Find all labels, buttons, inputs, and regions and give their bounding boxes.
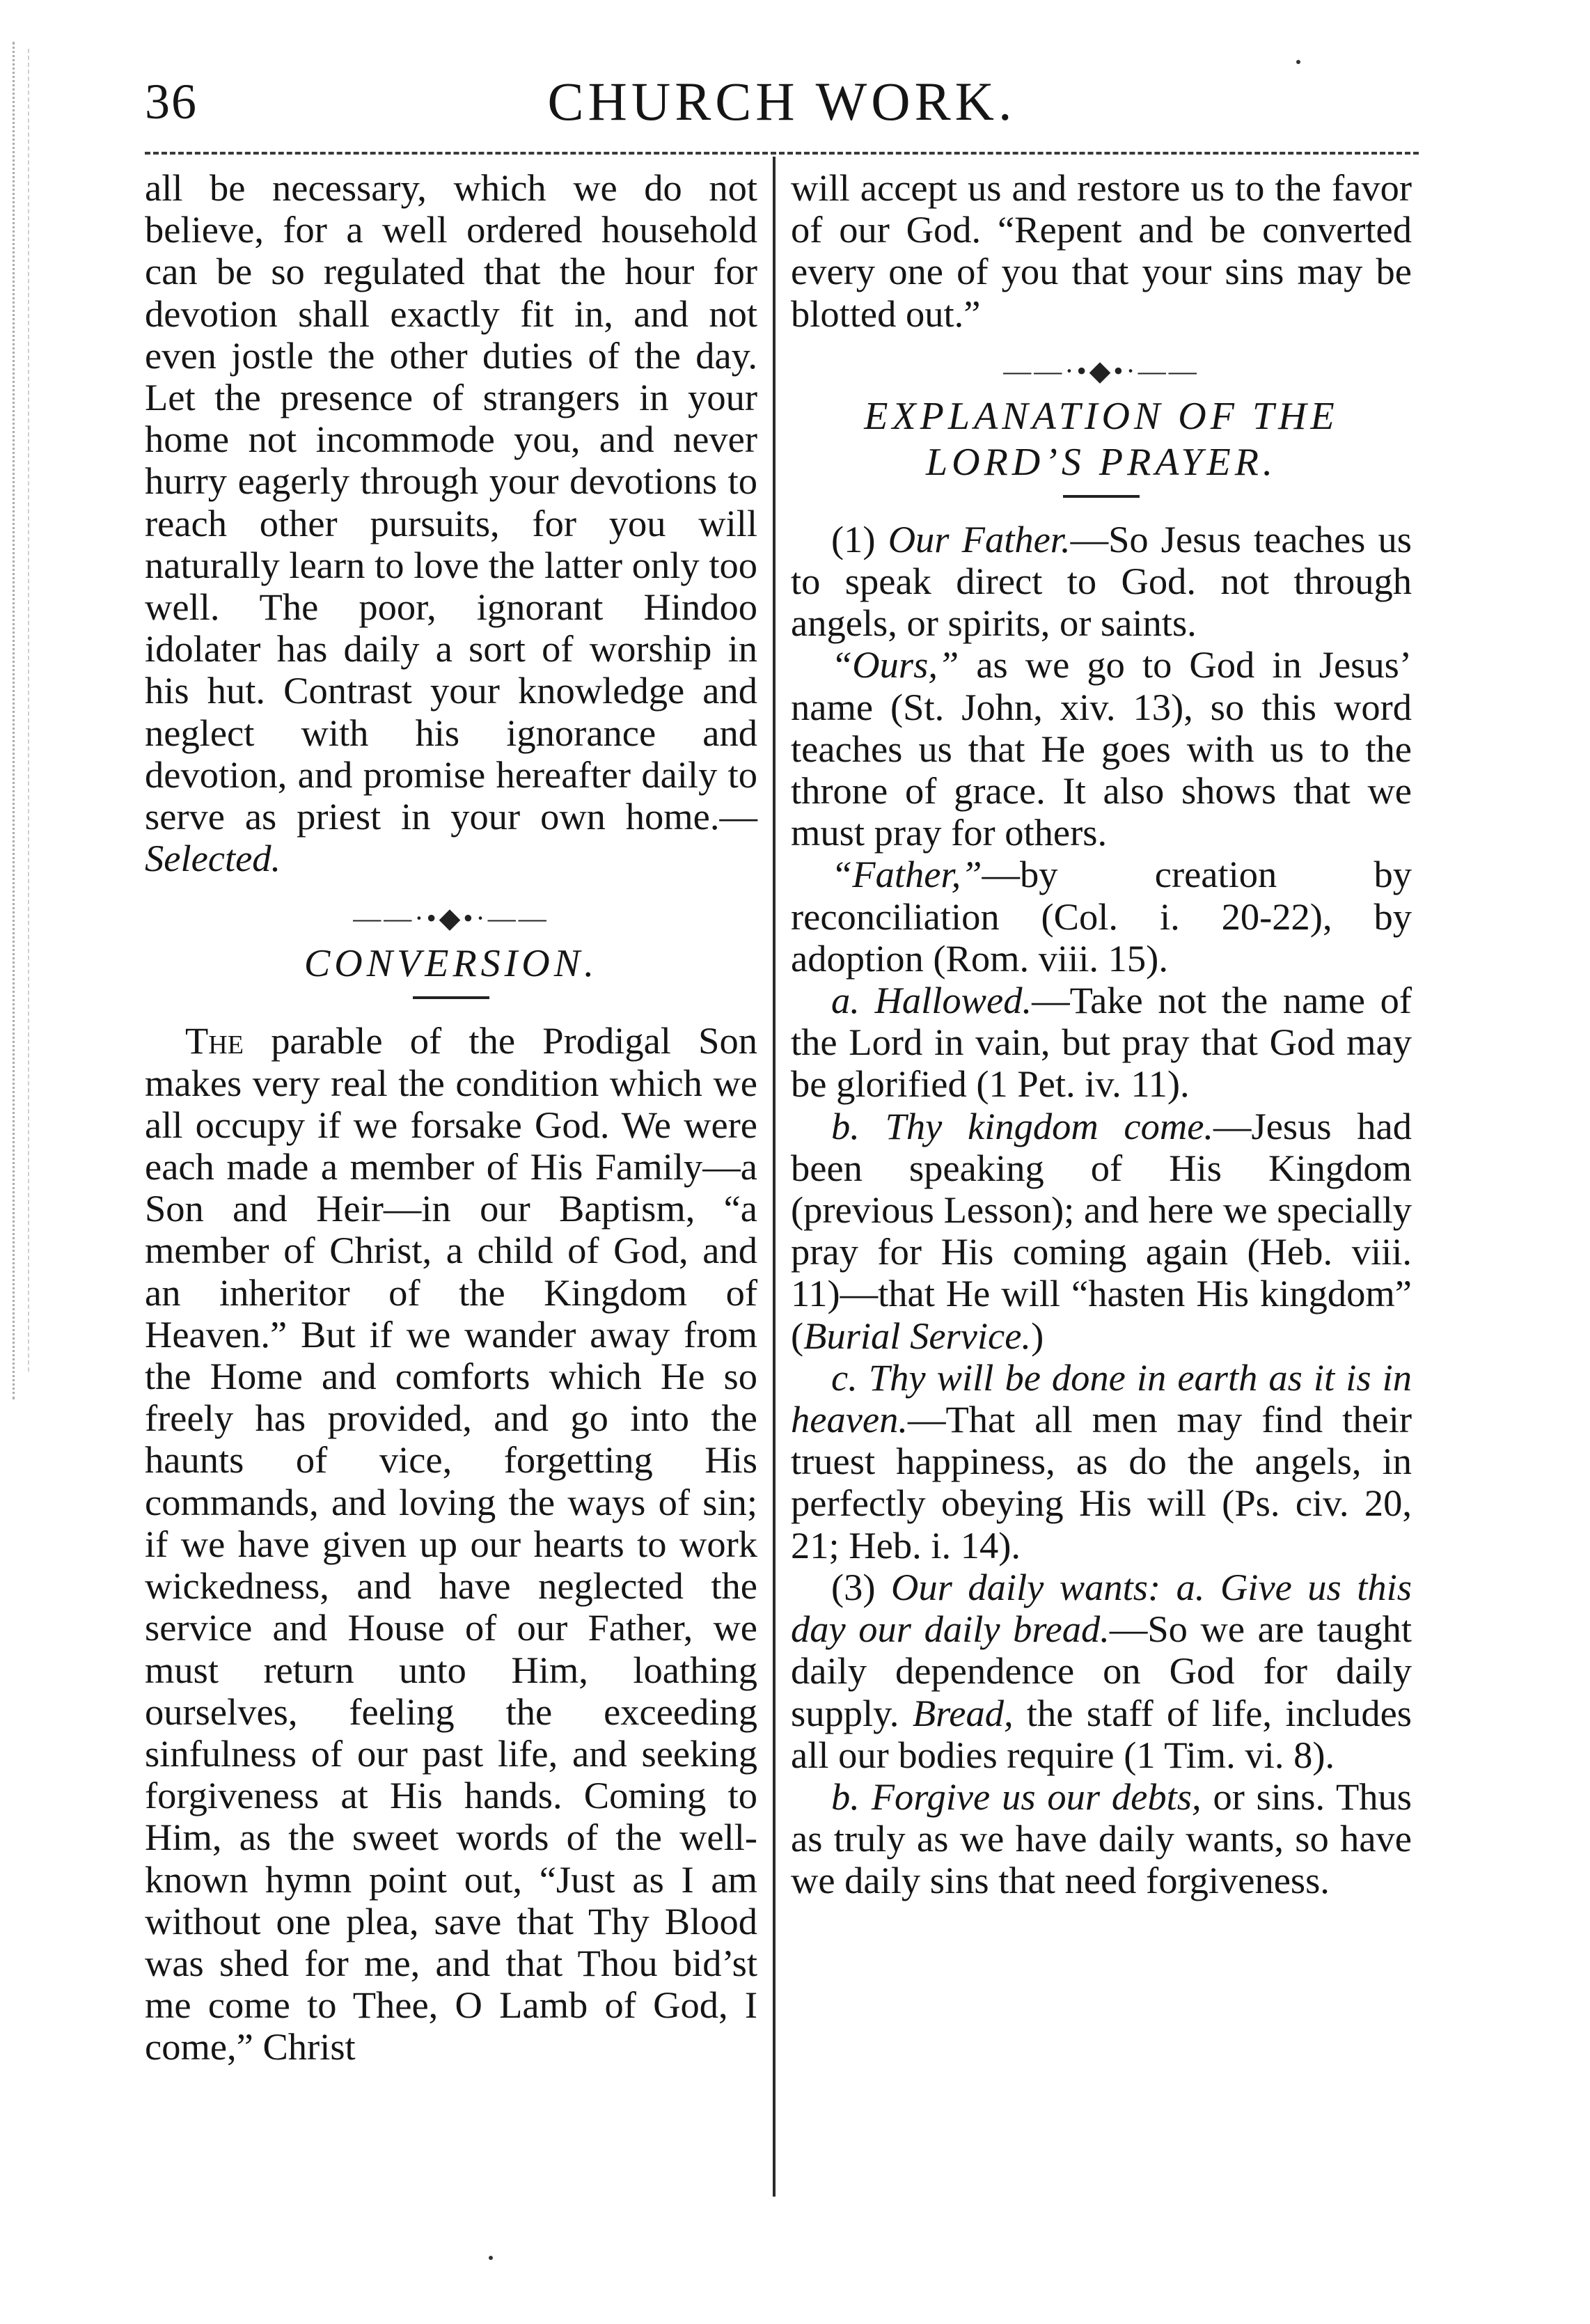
p3-text: —by creation by reconciliation (Col. i. 20-22), by adoption (Rom. viii. 15). <box>791 853 1412 980</box>
section-ornament: ——·•◆•·—— <box>353 902 549 934</box>
p5-emphasis-2: Burial Service. <box>803 1314 1032 1357</box>
p7-emphasis: Our daily wants: a. Give us this day our daily bread. <box>791 1565 1412 1651</box>
p1-number: (1) <box>831 517 888 560</box>
section-heading-line2: LORD’S PRAYER. <box>926 440 1277 484</box>
heading-rule-right <box>1063 495 1140 498</box>
conversion-text: parable of the Prodigal Son makes very real the condition which we all occupy if we forsake God. We were each made a member of His Family—a Son and Heir—in our Baptism, “a member of Christ, a child of God, and an inheritor of the Kingdom of Heaven.” But if we wander away from the Home and comforts which He so freely has provided, and go into the haunts of vice, forgetting His commands, and loving the ways of sin; if we have given up our hearts to work wickedness, and have neglected the service and House of our Father, we must return unto Him, loathing ourselves, feeling the exceeding sinfulness of our past life, and seeking forgiveness at His hands. Coming to Him, as the sweet words of the well-known hymn point out, “Just as I am without one plea, save that Thy Blood was shed for me, and that Thou bid’st me come to Thee, O Lamb of God, I come,” Christ <box>145 1019 757 2068</box>
p5-close: ) <box>1031 1314 1044 1357</box>
continued-paragraph <box>145 167 757 879</box>
running-title: CHURCH WORK. <box>547 71 1016 132</box>
heading-rule <box>413 996 489 999</box>
signature: Selected. <box>145 837 281 880</box>
left-column <box>145 167 757 2068</box>
page-header <box>145 66 1419 143</box>
p7-text: —So we are taught daily dependence on God for daily supply. <box>791 1608 1412 1734</box>
drop-lead-word: The <box>185 1019 244 1062</box>
scan-edge-artifact-inner <box>28 49 31 1372</box>
p3-emphasis: “Father,” <box>831 853 982 896</box>
p7-number: (3) <box>831 1565 892 1608</box>
continued-paragraph-right: will accept us and restore us to the favor of our God. “Repent and be converted every one of you that your sins may be blotted out.” <box>791 166 1412 335</box>
p6-text: —That all men may find their truest happiness, as do the angels, in perfectly obeying His will (Ps. civ. 20, 21; Heb. i. 14). <box>791 1398 1412 1567</box>
p5-text: —Jesus had been speaking of His Kingdom (previous Lesson); and here we specially pray for His coming again (Heb. viii. 11)—that He will “hasten His kingdom” ( <box>791 1104 1412 1357</box>
p5-emphasis: b. Thy kingdom come. <box>831 1104 1214 1147</box>
header-rule <box>145 152 1419 155</box>
p7-emphasis-2: Bread, <box>912 1691 1014 1734</box>
p8-text: or sins. Thus as truly as we have daily wants, so have we daily sins that need forgiveness. <box>791 1775 1412 1902</box>
p1-text: —So Jesus teaches us to speak direct to God. not through angels, or spirits, or saints. <box>791 517 1412 645</box>
prayer-paragraph-4 <box>791 980 1412 1106</box>
prayer-paragraph-5 <box>791 1106 1412 1357</box>
p1-emphasis: Our Father. <box>888 517 1071 560</box>
prayer-paragraph-1 <box>791 519 1412 645</box>
p4-emphasis: a. Hallowed. <box>831 979 1032 1022</box>
page-number: 36 <box>145 74 198 129</box>
prayer-paragraph-7 <box>791 1567 1412 1776</box>
prayer-paragraph-2 <box>791 644 1412 854</box>
right-column <box>791 167 1412 1902</box>
scan-speck <box>1296 60 1300 64</box>
p7-text-2: the staff of life, includes all our bodies require (1 Tim. vi. 8). <box>791 1691 1412 1776</box>
scan-edge-artifact <box>13 42 17 1399</box>
column-divider <box>773 157 776 2197</box>
p8-emphasis: b. Forgive us our debts, <box>831 1775 1202 1818</box>
p4-text: —Take not the name of the Lord in vain, but pray that God may be glorified (1 Pet. iv. 11). <box>791 979 1412 1106</box>
continued-text: all be necessary, which we do not believe, for a well ordered household can be so regulated that the hour for devotion shall exactly fit in, and not even jostle the other duties of the day. Let the presence of strangers in your home not incommode you, and never hurry eagerly through your devotions to reach other pursuits, for you will naturally learn to love the latter only too well. The poor, ignorant Hindoo idolater has daily a sort of worship in his hut. Contrast your knowledge and neglect with his ignorance and devotion, and promise hereafter daily to serve as priest in your own home.— <box>145 166 757 838</box>
section-heading-line1: EXPLANATION OF THE <box>864 394 1339 438</box>
scan-speck <box>489 2256 493 2260</box>
prayer-paragraph-8 <box>791 1776 1412 1902</box>
p2-text: as we go to God in Jesus’ name (St. John, xiv. 13), so this word teaches us that He goes with us to the throne of grace. It also shows that we must pray for others. <box>791 643 1412 854</box>
p2-emphasis: “Ours,” <box>831 643 959 686</box>
conversion-paragraph <box>145 1020 757 2068</box>
section-ornament-right: ——·•◆•·—— <box>1003 354 1199 386</box>
prayer-paragraph-3 <box>791 854 1412 980</box>
prayer-paragraph-6 <box>791 1357 1412 1567</box>
p6-emphasis: c. Thy will be done in earth as it is in heaven. <box>791 1356 1412 1441</box>
section-heading-conversion: CONVERSION. <box>304 942 599 986</box>
